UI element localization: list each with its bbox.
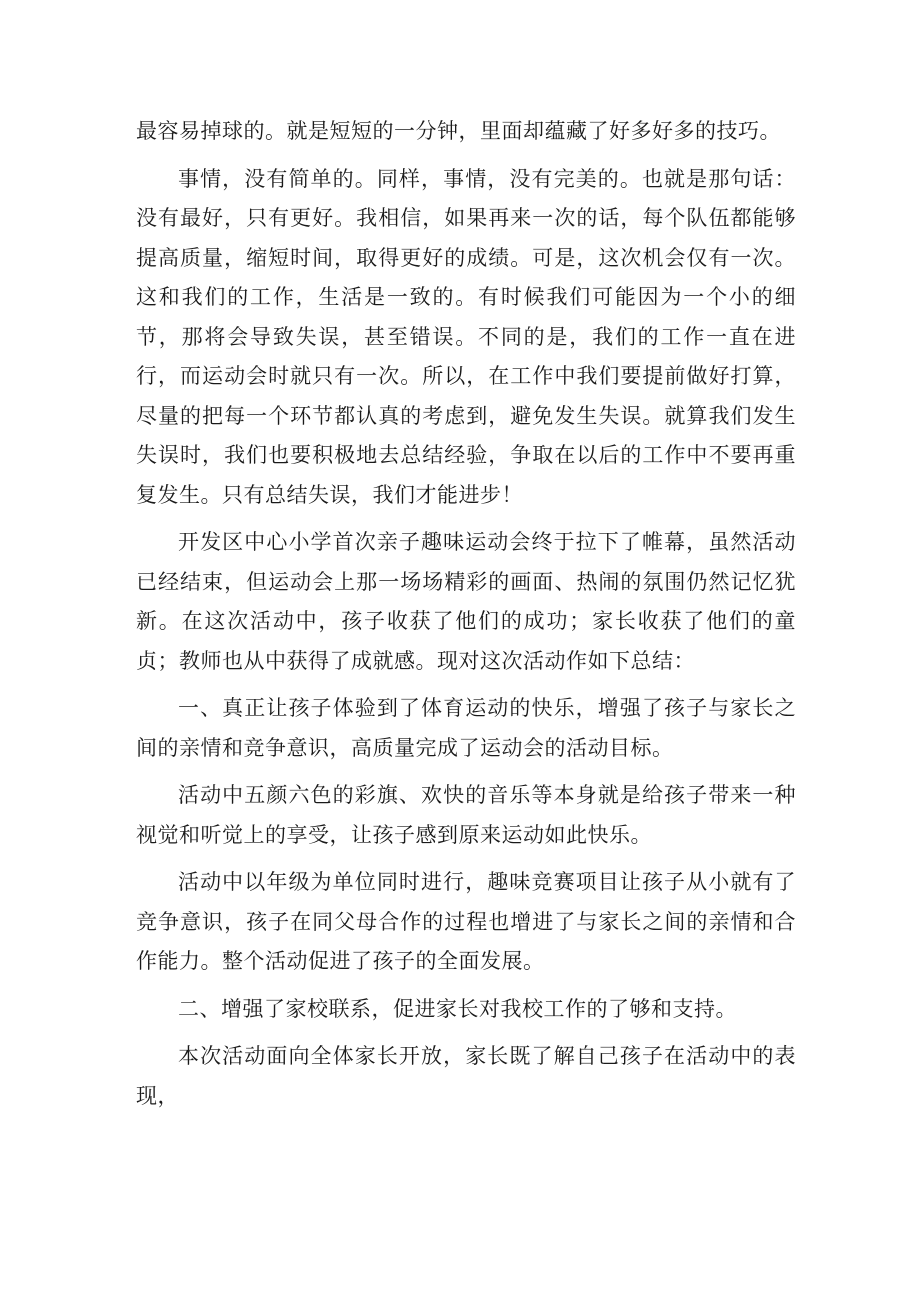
paragraph-6: 活动中以年级为单位同时进行，趣味竞赛项目让孩子从小就有了竞争意识，孩子在同父母合作的过程也增进了与家长之间的亲情和合作能力。整个活动促进了孩子的全面发展。 bbox=[136, 870, 796, 973]
paragraph-3: 开发区中心小学首次亲子趣味运动会终于拉下了帷幕，虽然活动已经结束，但运动会上那一场场精彩的画面、热闹的氛围仍然记忆犹新。在这次活动中，孩子收获了他们的成功；家长收获了他们的童贞；教师也从中获得了成就感。现对这次活动作如下总结： bbox=[136, 530, 796, 673]
paragraph-7: 二、增强了家校联系，促进家长对我校工作的了够和支持。 bbox=[178, 996, 737, 1021]
document-body bbox=[136, 112, 796, 1116]
paragraph-2: 事情，没有简单的。同样，事情，没有完美的。也就是那句话：没有最好，只有更好。我相信，如果再来一次的话，每个队伍都能够提高质量，缩短时间，取得更好的成绩。可是，这次机会仅有一次。这和我们的工作，生活是一致的。有时候我们可能因为一个小的细节，那将会导致失误，甚至错误。不同的是，我们的工作一直在进行，而运动会时就只有一次。所以，在工作中我们要提前做好打算，尽量的把每一个环节都认真的考虑到，避免发生失误。就算我们发生失误时，我们也要积极地去总结经验，争取在以后的工作中不要再重复发生。只有总结失误，我们才能进步！ bbox=[136, 166, 796, 507]
paragraph-4: 一、真正让孩子体验到了体育运动的快乐，增强了孩子与家长之间的亲情和竞争意识，高质量完成了运动会的活动目标。 bbox=[136, 696, 796, 760]
paragraph-1: 最容易掉球的。就是短短的一分钟，里面却蕴藏了好多好多的技巧。 bbox=[136, 119, 781, 143]
paragraph-5: 活动中五颜六色的彩旗、欢快的音乐等本身就是给孩子带来一种视觉和听觉上的享受，让孩子感到原来运动如此快乐。 bbox=[136, 783, 796, 847]
paragraph-8: 本次活动面向全体家长开放，家长既了解自己孩子在活动中的表现， bbox=[136, 1044, 796, 1108]
